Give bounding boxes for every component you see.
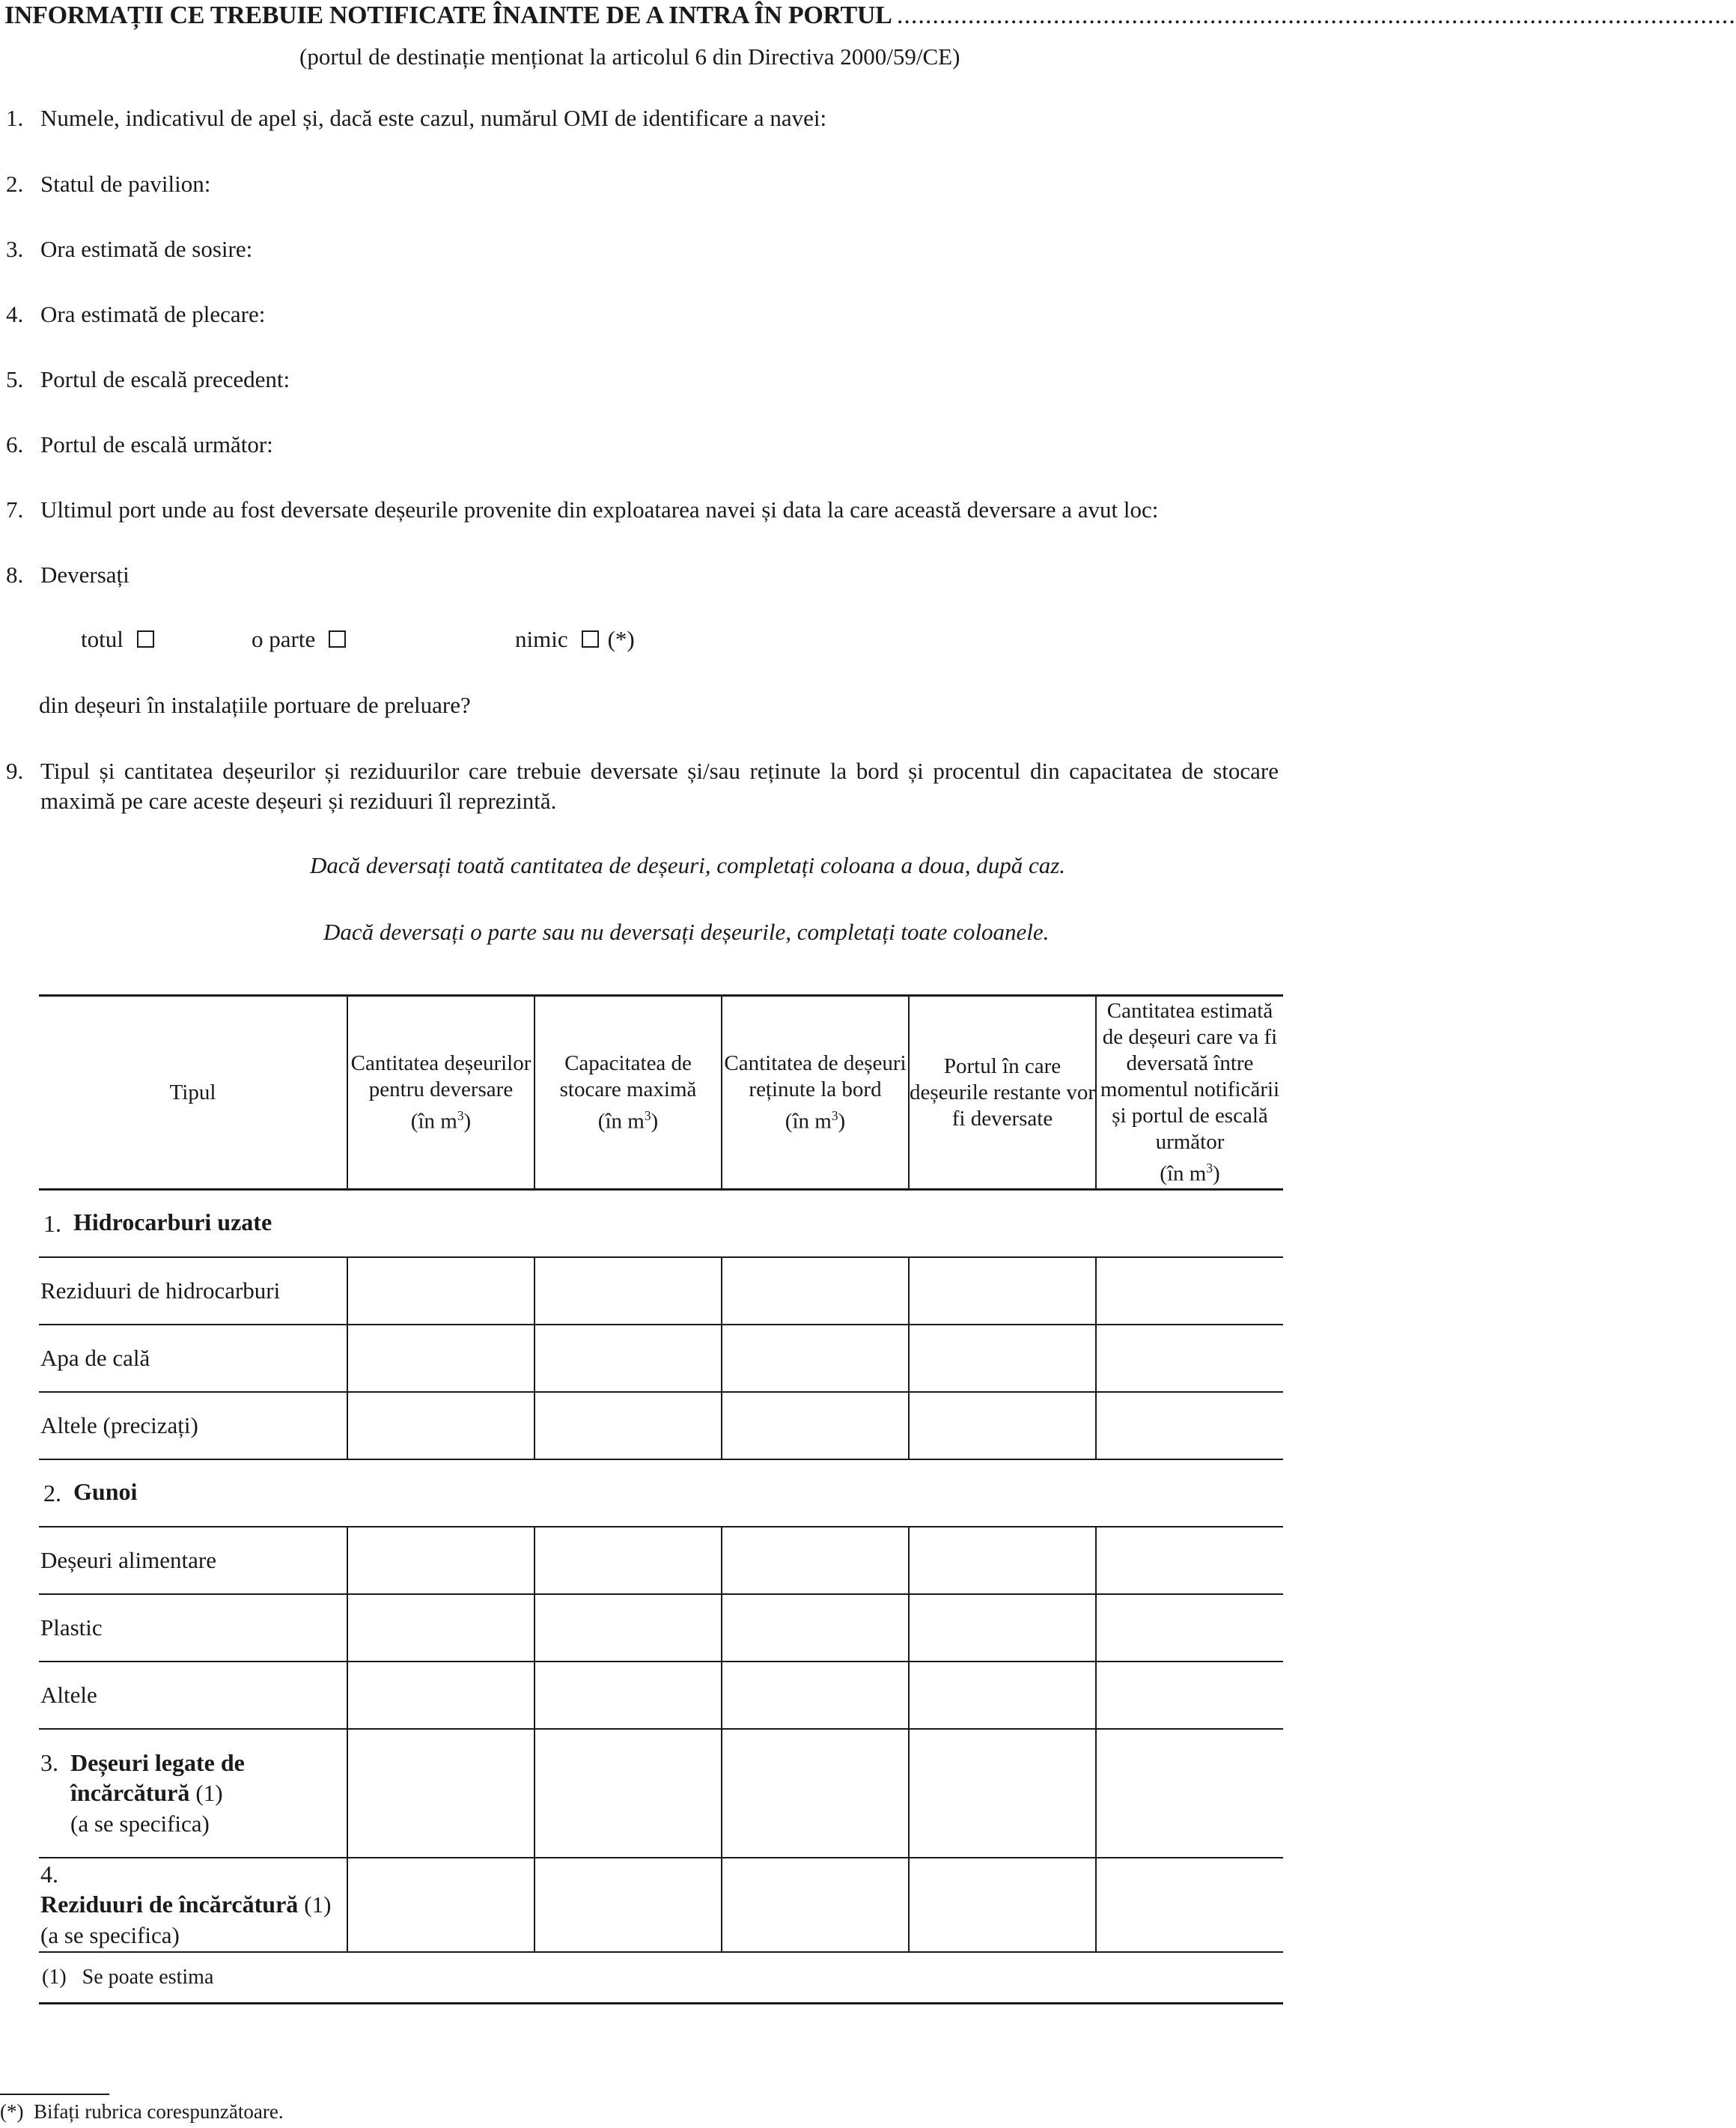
item-9: 9. Tipul și cantitatea deșeurilor și reziduurilor care trebuie deversate și/sau reținute la bord și procentul din capacitatea de stocare maximă pe care aceste deșeuri și reziduuri îl reprezintă. xyxy=(6,758,1279,814)
input-cell[interactable] xyxy=(722,1858,909,1952)
input-cell[interactable] xyxy=(1096,1325,1283,1392)
input-cell[interactable] xyxy=(534,1729,722,1858)
category-garbage: 2. Gunoi xyxy=(39,1459,1283,1527)
checkbox-all[interactable] xyxy=(137,630,154,648)
row-label: Apa de cală xyxy=(39,1325,347,1392)
choice-none: nimic (*) xyxy=(515,626,635,652)
category-cargo-waste: 3. Deșeuri legate de încărcătură (1) (a se specifica) xyxy=(39,1729,347,1858)
input-cell[interactable] xyxy=(722,1325,909,1392)
input-cell[interactable] xyxy=(1096,1594,1283,1662)
input-cell[interactable] xyxy=(909,1858,1096,1952)
input-cell[interactable] xyxy=(534,1858,722,1952)
table-header xyxy=(39,996,1283,1190)
choice-all: totul xyxy=(81,626,154,653)
table-row xyxy=(39,1257,1283,1325)
page-footnote: (*) Bifați rubrica corespunzătoare. xyxy=(0,2100,284,2123)
footnote-divider xyxy=(0,2094,109,2095)
item-5: 5. Portul de escală precedent: xyxy=(6,366,290,392)
header-port-remaining: Portul în care deșeurile restante vor fi deversate xyxy=(909,996,1096,1190)
table-row xyxy=(39,1662,1283,1729)
input-cell[interactable] xyxy=(534,1527,722,1594)
header-retained: Cantitatea de deșeuri reținute la bord (în $m^3$) xyxy=(722,996,909,1190)
input-cell[interactable] xyxy=(722,1662,909,1729)
table-row xyxy=(39,1527,1283,1594)
checkbox-part[interactable] xyxy=(329,630,346,648)
category-cargo-residues: 4.Reziduuri de încărcătură (1) (a se specifica) xyxy=(39,1858,347,1952)
header-max-storage: Capacitatea de stocare maximă (în $m^3$) xyxy=(534,996,722,1190)
table-row xyxy=(39,1729,1283,1858)
input-cell[interactable] xyxy=(909,1662,1096,1729)
category-oily-waste: 1. Hidrocarburi uzate xyxy=(39,1190,1283,1258)
input-cell[interactable] xyxy=(347,1257,534,1325)
category-row xyxy=(39,1190,1283,1258)
input-cell[interactable] xyxy=(909,1392,1096,1459)
form-subtitle: (portul de destinație menționat la articolul 6 din Directiva 2000/59/CE) xyxy=(299,43,960,70)
row-label: Deșeuri alimentare xyxy=(39,1527,347,1594)
item-1: 1. Numele, indicativul de apel și, dacă este cazul, numărul OMI de identificare a navei: xyxy=(6,105,827,131)
table-footnote: (1) Se poate estima xyxy=(39,1952,1283,2004)
input-cell[interactable] xyxy=(1096,1527,1283,1594)
input-cell[interactable] xyxy=(347,1392,534,1459)
choice-part: o parte xyxy=(252,626,346,653)
instruction-note-2: Dacă deversați o parte sau nu deversați deșeurile, completați toate coloanele. xyxy=(323,919,1050,945)
table-row xyxy=(39,1325,1283,1392)
item-3: 3. Ora estimată de sosire: xyxy=(6,236,253,262)
row-label: Plastic xyxy=(39,1594,347,1662)
item-4: 4. Ora estimată de plecare: xyxy=(6,301,266,327)
input-cell[interactable] xyxy=(909,1257,1096,1325)
input-cell[interactable] xyxy=(347,1662,534,1729)
port-name-blank[interactable]: ...................................................................................................................... xyxy=(896,1,1736,29)
table-row xyxy=(39,1858,1283,1952)
item-7: 7. Ultimul port unde au fost deversate deșeurile provenite din exploatarea navei și data la care această deversare a avut loc: xyxy=(6,496,1159,523)
input-cell[interactable] xyxy=(534,1257,722,1325)
input-cell[interactable] xyxy=(909,1325,1096,1392)
discharge-question: din deșeuri în instalațiile portuare de preluare? xyxy=(39,692,471,718)
input-cell[interactable] xyxy=(534,1662,722,1729)
input-cell[interactable] xyxy=(909,1527,1096,1594)
item-2: 2. Statul de pavilion: xyxy=(6,171,211,197)
input-cell[interactable] xyxy=(722,1257,909,1325)
row-label: Reziduuri de hidrocarburi xyxy=(39,1257,347,1325)
input-cell[interactable] xyxy=(1096,1257,1283,1325)
checkbox-none[interactable] xyxy=(582,630,599,648)
input-cell[interactable] xyxy=(347,1594,534,1662)
input-cell[interactable] xyxy=(722,1594,909,1662)
row-label: Altele (precizați) xyxy=(39,1392,347,1459)
input-cell[interactable] xyxy=(534,1594,722,1662)
table-row xyxy=(39,1594,1283,1662)
input-cell[interactable] xyxy=(722,1729,909,1858)
form-title-text: INFORMAȚII CE TREBUIE NOTIFICATE ÎNAINTE DE A INTRA ÎN PORTUL xyxy=(4,1,891,29)
row-label: Altele xyxy=(39,1662,347,1729)
input-cell[interactable] xyxy=(347,1729,534,1858)
item-8: 8. Deversați xyxy=(6,562,130,588)
input-cell[interactable] xyxy=(722,1527,909,1594)
input-cell[interactable] xyxy=(909,1594,1096,1662)
input-cell[interactable] xyxy=(347,1858,534,1952)
input-cell[interactable] xyxy=(1096,1392,1283,1459)
table-row xyxy=(39,1392,1283,1459)
input-cell[interactable] xyxy=(347,1527,534,1594)
form-title xyxy=(4,1,1736,30)
header-qty-discharge: Cantitatea deșeurilor pentru deversare (în $m^3$) xyxy=(347,996,534,1190)
header-type: Tipul xyxy=(39,996,347,1190)
table-footnote-row xyxy=(39,1952,1283,2004)
input-cell[interactable] xyxy=(534,1392,722,1459)
input-cell[interactable] xyxy=(909,1729,1096,1858)
input-cell[interactable] xyxy=(347,1325,534,1392)
input-cell[interactable] xyxy=(722,1392,909,1459)
input-cell[interactable] xyxy=(534,1325,722,1392)
input-cell[interactable] xyxy=(1096,1858,1283,1952)
instruction-note-1: Dacă deversați toată cantitatea de deșeuri, completați coloana a doua, după caz. xyxy=(310,852,1066,878)
item-6: 6. Portul de escală următor: xyxy=(6,431,273,457)
category-row xyxy=(39,1459,1283,1527)
header-estimated-qty: Cantitatea estimată de deșeuri care va fi deversată între momentul notificării și portul de escală următor (în $m^3$) xyxy=(1096,996,1283,1190)
input-cell[interactable] xyxy=(1096,1729,1283,1858)
input-cell[interactable] xyxy=(1096,1662,1283,1729)
waste-table xyxy=(39,994,1283,2004)
